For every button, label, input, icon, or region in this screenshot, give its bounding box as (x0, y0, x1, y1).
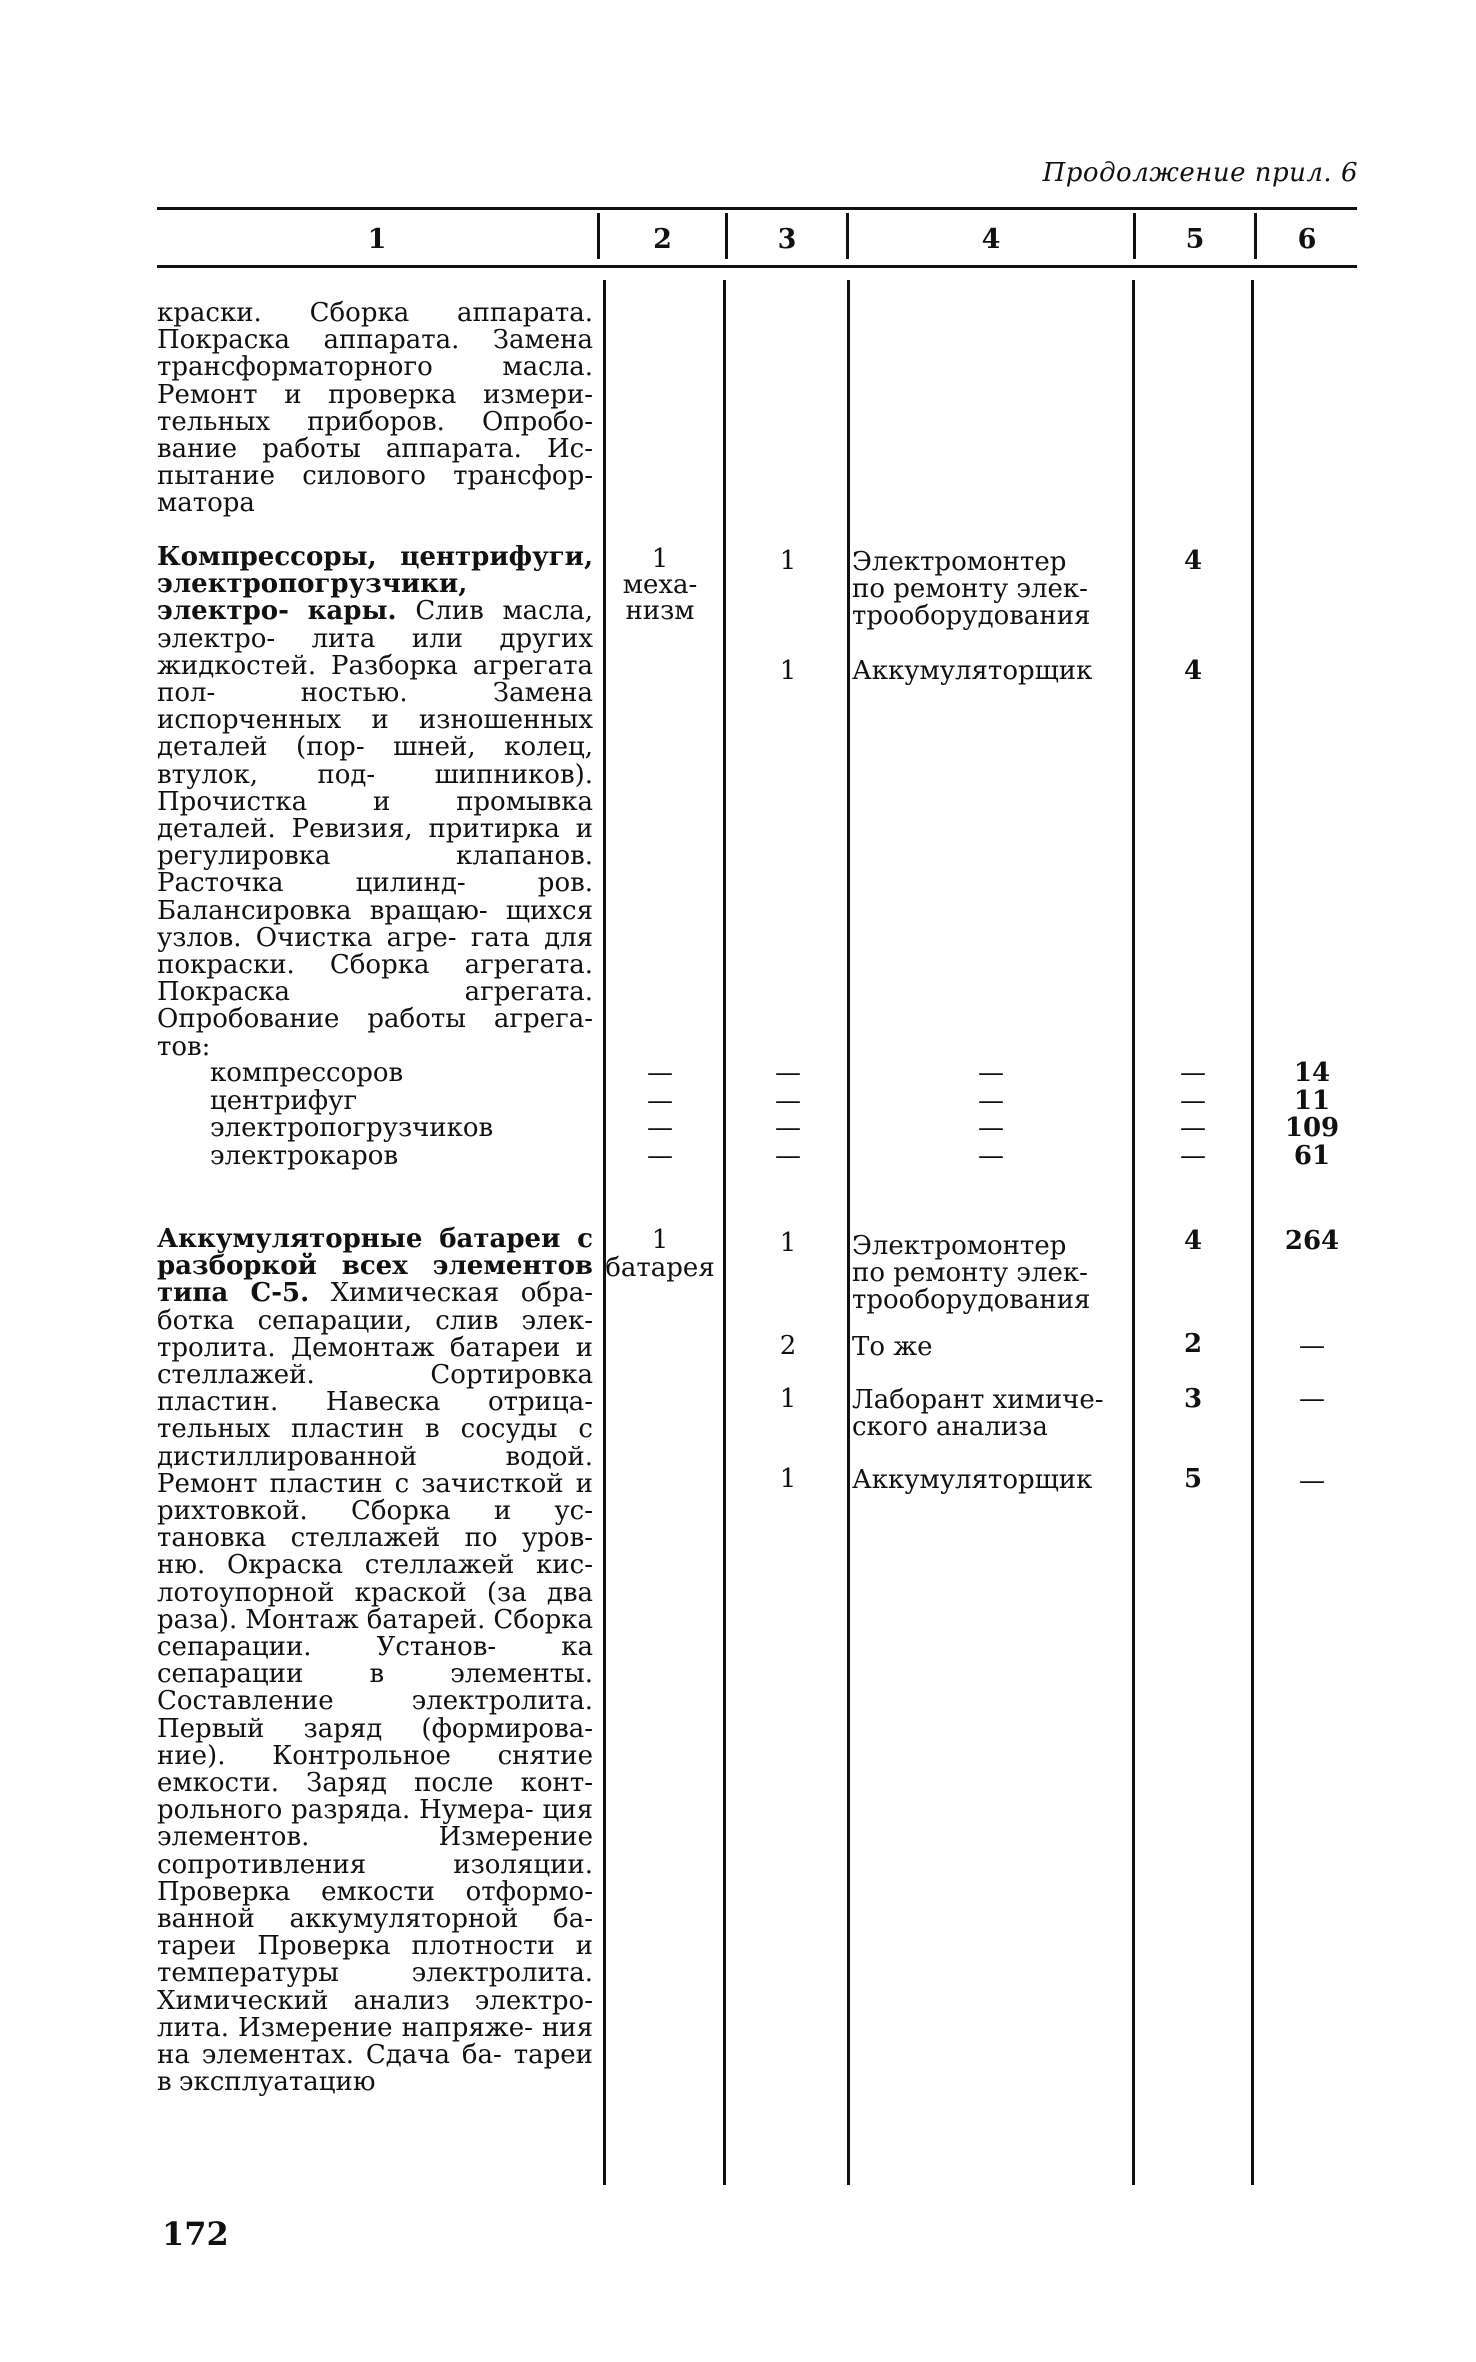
desc-line: и стеллажей. Сортировка (157, 1332, 594, 1391)
block2-worker2-profession (852, 658, 1130, 685)
dash-cell: — (978, 1140, 1004, 1171)
unit-line: меха- (622, 570, 698, 600)
dash-cell: — (647, 1085, 673, 1116)
desc-line: Разборка агрегата пол- (157, 650, 593, 709)
column-divider-5-body (1251, 280, 1254, 2185)
desc-line: ния на элементах. Сдача ба- (157, 2012, 594, 2071)
dash-cell: — (647, 1113, 673, 1143)
block1-description (157, 300, 593, 518)
dash-cell: — (1180, 1113, 1206, 1143)
block3-worker1-norm: 264 (1284, 1226, 1340, 1256)
block3-worker3-norm: — (1299, 1384, 1325, 1414)
page-number: 172 (162, 2215, 229, 2253)
item-name: электрокаров (210, 1140, 399, 1171)
dash-cell: — (775, 1140, 801, 1171)
desc-line: ция элементов. Измерение (157, 1795, 593, 1853)
block3-worker3-profession (852, 1387, 1130, 1441)
dash-cell: — (775, 1113, 801, 1143)
dash-cell: — (647, 1140, 673, 1171)
desc-line: краски. Сборка аппарата. (157, 298, 593, 328)
profession-line: Лаборант химиче- (852, 1385, 1104, 1415)
desc-line: пластин. Навеска отрица- (157, 1387, 593, 1418)
column-header-4: 4 (981, 224, 1001, 255)
desc-heading-line: типа С-5. (157, 1278, 310, 1309)
desc-line: тельных приборов. Опробо- (157, 406, 593, 437)
dash-cell: — (1180, 1085, 1206, 1116)
block3-worker4-grade: 5 (1183, 1464, 1203, 1494)
column-header-1: 1 (367, 224, 387, 255)
desc-line: клапанов. Расточка цилинд- (157, 841, 593, 899)
profession-line: Аккумуляторщик (852, 656, 1093, 686)
table-top-rule (157, 207, 1357, 210)
desc-heading-line: Компрессоры, центрифуги, (157, 542, 593, 572)
block2-worker1-profession (852, 549, 1130, 630)
desc-line: Сборка сепарации. Установ- (157, 1604, 593, 1663)
desc-line: агрегата. Покраска агрегата. (157, 950, 593, 1008)
desc-line: Химическая обра- (330, 1278, 594, 1309)
desc-line: ние). Контрольное снятие (157, 1740, 593, 1771)
block3-worker2-grade: 2 (1183, 1329, 1203, 1359)
column-divider-2-body (723, 280, 726, 2185)
desc-line: и рихтовкой. Сборка и ус- (157, 1468, 594, 1527)
dash-cell: — (978, 1058, 1004, 1088)
desc-heading-line: разборкой всех элементов (157, 1251, 593, 1282)
desc-line: промывка деталей. Ревизия, (157, 786, 594, 845)
dash-cell: — (775, 1085, 801, 1116)
desc-line: шипников). Прочистка и (157, 759, 593, 817)
desc-line: ванной аккумуляторной ба- (157, 1904, 593, 1935)
table-header-rule (157, 265, 1357, 268)
desc-line: тов: (157, 1031, 211, 1062)
desc-line: ностью. Замена испорченных (157, 678, 594, 736)
desc-line: Первый заряд (формирова- (157, 1713, 593, 1744)
desc-line: Составление электролита. (157, 1686, 593, 1717)
column-header-6: 6 (1297, 224, 1317, 255)
profession-line: по ремонту элек- (852, 1258, 1088, 1288)
desc-line: Слив масла, электро- (157, 596, 594, 654)
desc-line: тролита. Демонтаж батареи (157, 1332, 561, 1363)
desc-line: и изношенных деталей (пор- (157, 705, 593, 763)
desc-line: Химический анализ электро- (157, 1985, 593, 2016)
desc-line: ботка сепарации, слив элек- (157, 1305, 593, 1336)
profession-line: трооборудования (852, 1285, 1091, 1315)
column-header-2: 2 (653, 224, 672, 255)
column-divider-4-body (1132, 280, 1135, 2185)
desc-line: шней, колец, втулок, под- (157, 732, 593, 790)
desc-line: гата для покраски. Сборка (157, 922, 594, 981)
block3-worker3-grade: 3 (1183, 1384, 1203, 1414)
block2-item-list (210, 1060, 493, 1170)
desc-line: Ремонт и проверка измери- (157, 379, 593, 410)
block2-worker1-count: 1 (779, 546, 797, 576)
dash-cell: — (775, 1058, 801, 1088)
profession-line: Аккумуляторщик (852, 1465, 1093, 1495)
dash-cell: — (647, 1058, 673, 1088)
desc-line: щихся узлов. Очистка агре- (157, 895, 594, 953)
desc-line: матора (157, 488, 255, 519)
dash-cell: — (1180, 1140, 1206, 1171)
unit-line: 1 (651, 544, 669, 574)
block3-worker4-profession (852, 1467, 1130, 1494)
norm-value: 61 (1293, 1140, 1331, 1171)
desc-heading-line: Аккумуляторные батареи с (157, 1224, 593, 1254)
column-header-3: 3 (777, 224, 797, 255)
profession-line: трооборудования (852, 601, 1091, 631)
desc-line: тановка стеллажей по уров- (157, 1523, 593, 1554)
desc-heading-line: кары. (307, 596, 397, 627)
norm-value: 109 (1284, 1113, 1340, 1143)
desc-line: лотоупорной краской (за (157, 1577, 527, 1608)
desc-line: Проверка емкости отформо- (157, 1876, 593, 1907)
dash-cell: — (1180, 1058, 1206, 1088)
dash-cell: — (978, 1113, 1004, 1143)
desc-line: Опробование работы агрега- (157, 1004, 593, 1035)
desc-line: пытание силового трансфор- (157, 461, 593, 492)
desc-line: лита. Измерение напряже- (157, 2012, 533, 2043)
profession-line: То же (852, 1332, 933, 1362)
block2-worker2-grade: 4 (1183, 656, 1203, 686)
desc-line: ров. Балансировка вращаю- (157, 868, 593, 926)
unit-line: 1 (651, 1225, 669, 1255)
desc-line: притирка и регулировка (157, 814, 593, 872)
block3-worker4-norm: — (1299, 1466, 1325, 1496)
block2-items-col3 (728, 1060, 848, 1170)
profession-line: Электромонтер (852, 547, 1067, 577)
block2-items-col5 (1136, 1060, 1250, 1170)
desc-line: ка сепарации в элементы. (157, 1632, 593, 1690)
block2-description (157, 544, 593, 1061)
desc-line: Ремонт пластин с зачисткой (157, 1468, 564, 1499)
block2-items-col6 (1258, 1060, 1366, 1170)
desc-line: трансформаторного масла. (157, 352, 593, 383)
desc-line: тельных пластин в сосуды с (157, 1414, 593, 1445)
block3-worker2-profession (852, 1334, 1130, 1361)
unit-line: батарея (605, 1253, 715, 1283)
item-name: центрифуг (210, 1085, 358, 1116)
block3-description (157, 1226, 593, 2097)
desc-line: емкости. Заряд после конт- (157, 1768, 593, 1799)
block3-worker1-profession (852, 1233, 1130, 1314)
desc-line: два раза). Монтаж батарей. (157, 1577, 593, 1635)
desc-line: дистиллированной водой. (157, 1441, 593, 1472)
item-name: компрессоров (210, 1058, 404, 1088)
block2-worker2-count: 1 (779, 656, 797, 686)
desc-line: вание работы аппарата. Ис- (157, 434, 593, 465)
desc-line: рольного разряда. Нумера- (157, 1795, 534, 1826)
item-name: электропогрузчиков (210, 1113, 494, 1143)
block3-worker2-norm: — (1299, 1331, 1325, 1361)
desc-line: Покраска аппарата. Замена (157, 325, 593, 356)
desc-line: тареи в эксплуатацию (157, 2040, 594, 2098)
block3-worker2-count: 2 (779, 1331, 797, 1361)
norm-value: 14 (1293, 1058, 1331, 1088)
profession-line: по ремонту элек- (852, 574, 1088, 604)
desc-line: и температуры электролита. (157, 1931, 594, 1989)
block2-items-col2 (598, 1060, 722, 1170)
block3-worker3-count: 1 (779, 1384, 797, 1414)
desc-line: лита или других жидкостей. (157, 623, 594, 681)
profession-line: Электромонтер (852, 1231, 1067, 1261)
desc-line: ню. Окраска стеллажей кис- (157, 1550, 593, 1581)
desc-heading-line: электропогрузчики, электро- (157, 569, 468, 627)
column-header-5: 5 (1185, 224, 1205, 255)
desc-line: сопротивления изоляции. (157, 1849, 593, 1880)
continuation-label: Продолжение прил. 6 (1042, 158, 1358, 188)
unit-line: низм (625, 596, 695, 626)
block2-items-col4 (852, 1060, 1130, 1170)
block2-unit (598, 546, 722, 624)
block3-worker1-count: 1 (779, 1228, 797, 1258)
desc-line: тареи Проверка плотности (157, 1931, 555, 1962)
block2-worker1-grade: 4 (1183, 546, 1203, 576)
block3-worker1-grade: 4 (1183, 1226, 1203, 1256)
norm-value: 11 (1293, 1085, 1331, 1116)
block3-unit (598, 1226, 722, 1282)
profession-line: ского анализа (852, 1412, 1048, 1442)
dash-cell: — (978, 1085, 1004, 1116)
block3-worker4-count: 1 (779, 1464, 797, 1494)
